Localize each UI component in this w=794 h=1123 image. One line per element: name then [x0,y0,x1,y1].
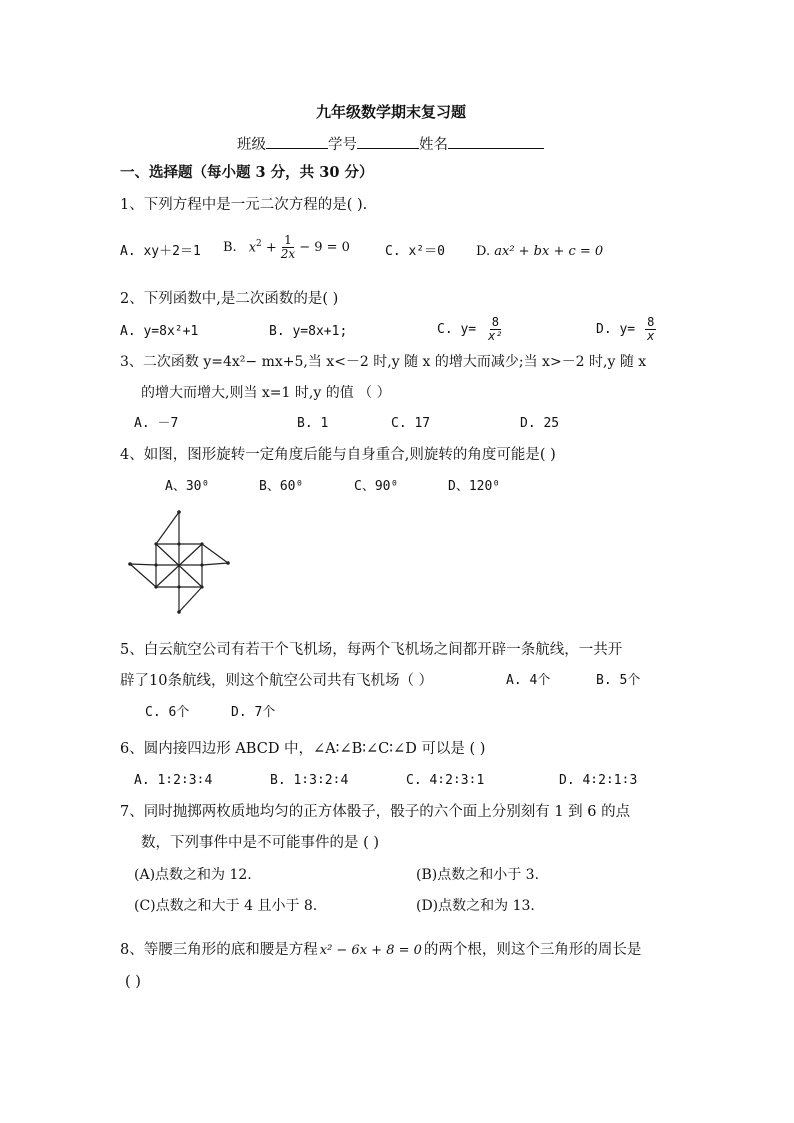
q7-line2: 数，下列事件中是不可能事件的是 ( ) [141,835,380,851]
figure-blade-top [156,512,179,544]
q2-option-d-label: D. y= [596,321,636,337]
pinwheel-figure [122,508,238,618]
q2-option-c-label: C. y= [437,321,477,337]
q3-option-a: A. －7 [134,416,179,431]
q2-c-num: 8 [491,315,499,329]
figure-blade-right [202,544,228,565]
q1-b-frac-num: 1 [284,233,292,247]
q6-stem: 6、圆内接四边形 ABCD 中，∠A∶∠B∶∠C∶∠D 可以是 ( ) [120,741,486,757]
q8-line1 [120,943,641,958]
q7-line1: 7、同时抛掷两枚质地均匀的正方体骰子，骰子的六个面上分别刻有 1 到 6 的点 [120,804,631,820]
q3-line1: 3、二次函数 y=4x²− mx+5,当 x<－2 时,y 随 x 的增大而减少;当 x>－2 时,y 随 x [120,354,647,370]
q3-option-d: D. 25 [520,416,560,431]
q7-option-a: (A)点数之和为 12. [134,867,252,883]
q8-suffix: 的两个根，则这个三角形的周长是 [423,942,642,958]
q6-option-c: C. 4∶2∶3∶1 [406,773,485,788]
q2-option-a: A. y=8x²+1 [120,324,199,339]
q5-option-c: C. 6个 [145,705,190,720]
q5-line2: 辟了10条航线，则这个航空公司共有飞机场（ ） [120,673,434,689]
q1-b-fraction [279,234,297,260]
name-label: 姓名 [419,137,448,153]
page-title: 九年级数学期末复习题 [316,103,467,121]
q5-line1: 5、白云航空公司有若干个飞机场，每两个飞机场之间都开辟一条航线，一共开 [120,642,623,658]
figure-blade-bottom [179,587,202,612]
student-no-blank [357,134,419,149]
q2-d-fraction [645,316,656,342]
section-heading: 一、选择题（每小题 3 分，共 30 分） [120,164,374,181]
q2-option-d [596,316,658,342]
q5-option-b: B. 5个 [596,673,641,688]
q1-option-a: A. xy＋2＝1 [120,244,201,259]
q3-option-c: C. 17 [391,416,431,431]
q4-option-c: C、90⁰ [354,479,399,494]
q2-option-c [437,316,507,342]
q7-option-c: (C)点数之和大于 4 且小于 8. [134,898,318,914]
class-label: 班级 [237,137,266,153]
q6-option-b: B. 1∶3∶2∶4 [270,773,349,788]
q6-option-d: D. 4∶2∶1∶3 [559,773,638,788]
class-blank [266,134,328,149]
q5-option-a: A. 4个 [506,673,551,688]
q1-option-c: C. x²＝0 [385,244,445,259]
q4-option-b: B、60⁰ [259,479,304,494]
q1-b-tail: − 9 = 0 [299,239,350,255]
q1-option-b-label: B. [223,239,237,255]
q7-option-d: (D)点数之和为 13. [416,898,535,914]
q3-option-b: B. 1 [297,416,329,431]
student-no-label: 学号 [328,137,357,153]
q1-option-d-label: D. [476,244,491,259]
q7-option-b: (B)点数之和小于 3. [416,867,540,883]
q1-option-b: B. $x^2$ + $\frac{1}{2x}$ − 9 = 0 [223,233,350,261]
name-blank [448,134,544,149]
q1-option-d [476,245,603,258]
q3-line2: 的增大而增大,则当 x=1 时,y 的值 （ ） [141,385,391,401]
q8-prefix: 8、等腰三角形的底和腰是方程 [120,942,318,958]
q6-option-a: A. 1∶2∶3∶4 [134,773,213,788]
q1-b-frac-den: 2x [280,246,296,261]
q8-equation: x² − 6x + 8 = 0 [319,943,422,958]
q1-option-d-expr: ax² + bx + c = 0 [494,244,604,259]
q2-option-b: B. y=8x+1; [269,324,348,339]
q2-c-den: x² [488,328,503,343]
q2-d-num: 8 [647,315,655,329]
q4-option-d: D、120⁰ [448,479,501,494]
q2-stem: 2、下列函数中,是二次函数的是( ) [120,291,339,307]
q4-stem: 4、如图，图形旋转一定角度后能与自身重合,则旋转的角度可能是( ) [120,447,556,463]
q2-c-fraction [486,316,504,342]
q8-line2: ( ) [125,974,141,990]
q5-option-d: D. 7个 [231,705,276,720]
q4-option-a: A、30⁰ [165,479,210,494]
student-info-line [237,134,544,153]
q1-stem: 1、下列方程中是一元二次方程的是( ). [120,197,368,213]
q2-d-den: x [647,328,655,343]
figure-blade-left [130,564,156,587]
